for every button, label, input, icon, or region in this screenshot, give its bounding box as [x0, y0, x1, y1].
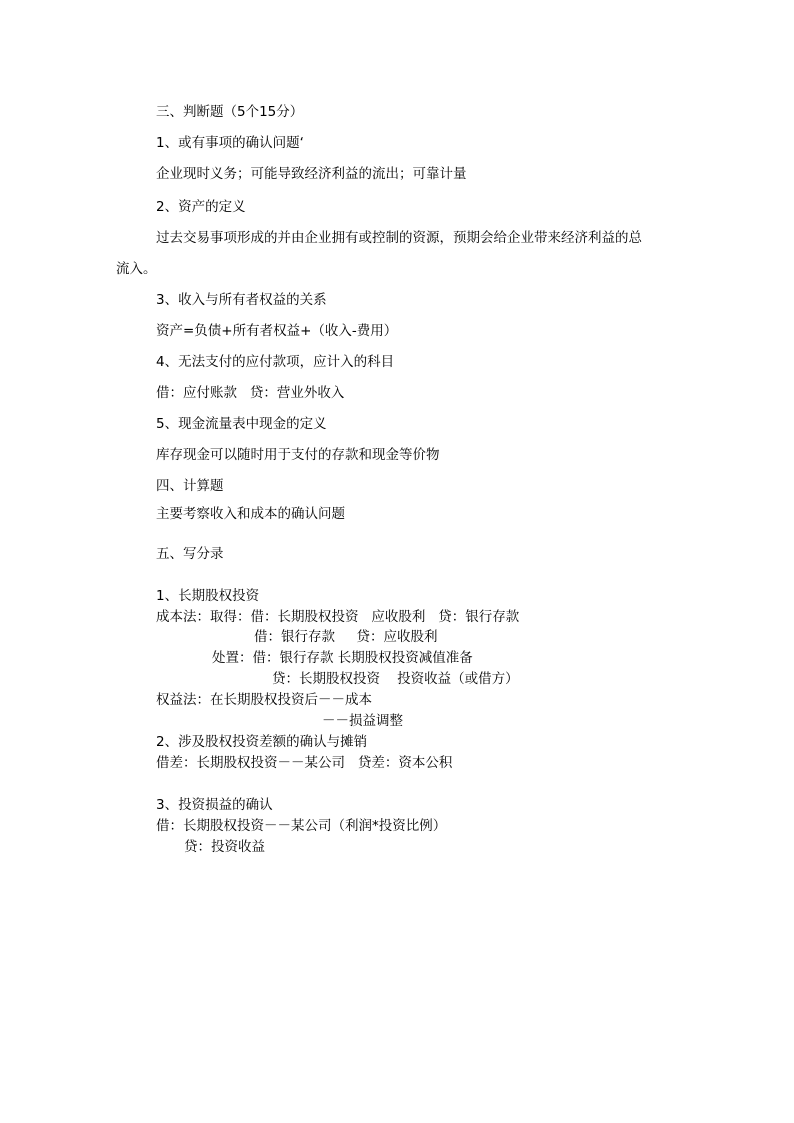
item1-title: 1、长期股权投资 — [156, 588, 260, 604]
equity-method-line2: －－损益调整 — [322, 713, 403, 729]
section4-heading: 四、计算题 — [156, 478, 224, 494]
item2-entry: 借差：长期股权投资－－某公司 贷差：资本公积 — [156, 755, 453, 771]
question-4: 4、无法支付的应付款项，应计入的科目 — [156, 354, 395, 370]
item3-line2: 贷：投资收益 — [184, 839, 265, 855]
cost-method-line2: 借：银行存款 贷：应收股利 — [254, 629, 438, 645]
question-3: 3、收入与所有者权益的关系 — [156, 292, 327, 308]
item3-title: 3、投资损益的确认 — [156, 797, 273, 813]
answer-2-line2: 流入。 — [116, 261, 157, 277]
item2-title: 2、涉及股权投资差额的确认与摊销 — [156, 734, 368, 750]
section5-heading: 五、写分录 — [156, 546, 224, 562]
question-2: 2、资产的定义 — [156, 199, 246, 215]
section4-text: 主要考察收入和成本的确认问题 — [156, 506, 345, 522]
question-5: 5、现金流量表中现金的定义 — [156, 416, 327, 432]
question-1: 1、或有事项的确认问题‘ — [156, 135, 304, 151]
item3-line1: 借：长期股权投资－－某公司（利润*投资比例） — [156, 818, 447, 834]
answer-2-line1: 过去交易事项形成的并由企业拥有或控制的资源，预期会给企业带来经济利益的总 — [156, 230, 642, 246]
answer-5: 库存现金可以随时用于支付的存款和现金等价物 — [156, 447, 440, 463]
cost-method-line4: 贷：长期股权投资 投资收益（或借方） — [272, 671, 519, 687]
cost-method-line3: 处置：借：银行存款 长期股权投资减值准备 — [212, 650, 473, 666]
answer-3: 资产=负债+所有者权益+（收入-费用） — [156, 323, 398, 339]
section3-heading: 三、判断题（5个15分） — [156, 104, 304, 120]
equity-method-line1: 权益法：在长期股权投资后－－成本 — [156, 692, 372, 708]
answer-1: 企业现时义务；可能导致经济利益的流出；可靠计量 — [156, 166, 467, 182]
answer-4: 借：应付账款 贷：营业外收入 — [156, 385, 345, 401]
cost-method-line1: 成本法：取得：借：长期股权投资 应收股利 贷：银行存款 — [156, 609, 520, 625]
